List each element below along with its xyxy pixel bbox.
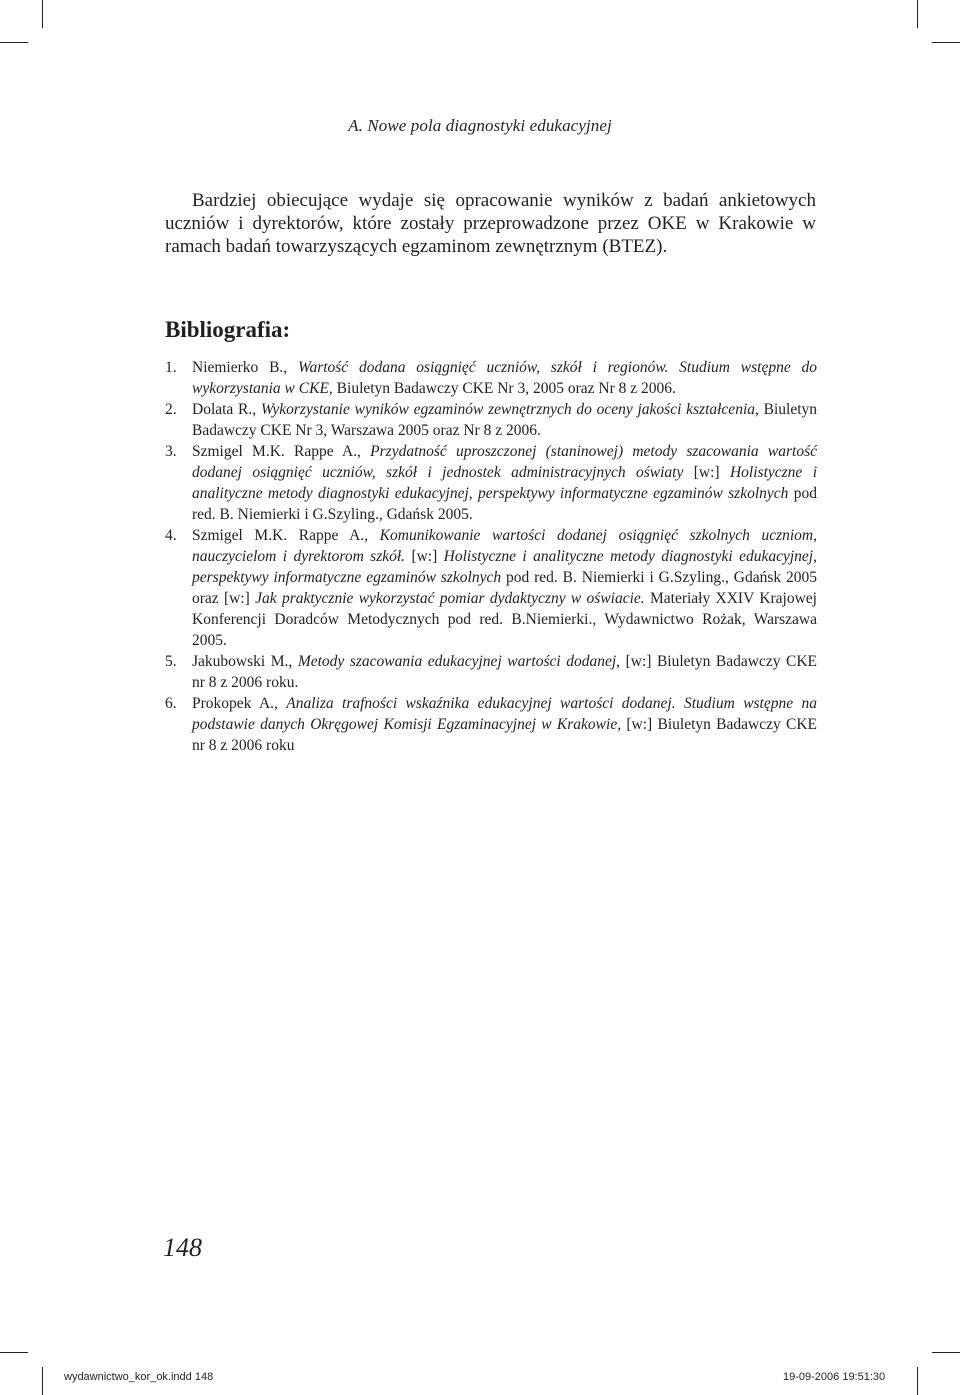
- item-number: 6.: [165, 695, 177, 712]
- crop-mark: [42, 0, 43, 28]
- bibliography-list: [165, 357, 817, 756]
- bibliography-item: [165, 525, 817, 651]
- bibliography-item: [165, 441, 817, 525]
- item-title: Przydatność uproszczonej (staninowej) metody szacowania wartość dodanej osiągnięć uczniów, szkół i jednostek administracyjnych oświaty: [192, 443, 817, 481]
- item-title: Holistyczne i analityczne metody diagnostyki edukacyjnej, perspektywy informatyczne egzaminów szkolnych: [192, 464, 818, 502]
- item-title: Wykorzystanie wyników egzaminów zewnętrznych do oceny jakości kształcenia,: [260, 401, 759, 418]
- item-text: pod red. B. Niemierki i G.Szyling., Gdańsk 2005.: [192, 485, 817, 523]
- item-text: Dolata R.,: [192, 401, 261, 418]
- item-title: Holistyczne i analityczne metody diagnostyki edukacyjnej, perspektywy informatyczne egzaminów szkolnych: [192, 548, 817, 586]
- item-text: Materiały XXIV Krajowej Konferencji Doradców Metodycznych pod red. B.Niemierki., Wydawnictwo Rożak, Warszawa 2005.: [192, 590, 817, 649]
- item-text: pod red. B. Niemierki i G.Szyling., Gdańsk 2005 oraz [w:]: [192, 569, 817, 607]
- item-title: Metody szacowania edukacyjnej wartości dodanej,: [297, 653, 621, 670]
- item-text: Szmigel M.K. Rappe A.,: [192, 443, 371, 460]
- item-title: Jak praktycznie wykorzystać pomiar dydaktyczny w oświacie.: [255, 590, 645, 607]
- crop-mark: [0, 1352, 28, 1353]
- item-text: Jakubowski M.,: [192, 653, 298, 670]
- item-number: 4.: [165, 527, 177, 544]
- item-title: Analiza trafności wskaźnika edukacyjnej wartości dodanej. Studium wstępne na podstawie danych Okręgowej Komisji Egzaminacyjnej w Krakowie,: [192, 695, 818, 733]
- bibliography-heading: Bibliografia:: [165, 317, 291, 342]
- item-text: Niemierko B.,: [192, 359, 298, 376]
- item-text: [w:] Biuletyn Badawczy CKE nr 8 z 2006 roku.: [192, 653, 817, 691]
- crop-mark: [0, 42, 28, 43]
- item-text: [w:] Biuletyn Badawczy CKE nr 8 z 2006 roku: [192, 716, 818, 754]
- intro-paragraph: Bardziej obiecujące wydaje się opracowanie wyników z badań ankietowych uczniów i dyrektorów, które zostały przeprowadzone przez OKE w Krakowie w ramach badań towarzyszących egzaminom zewnętrznym (BTEZ).: [165, 190, 816, 257]
- item-title: Komunikowanie wartości dodanej osiągnięć szkolnych uczniom, nauczycielom i dyrektorom szkół.: [192, 527, 817, 565]
- item-text: , Biuletyn Badawczy CKE Nr 3, 2005 oraz Nr 8 z 2006.: [328, 380, 676, 397]
- bibliography-item: [165, 693, 817, 756]
- bibliography-item: [165, 399, 817, 441]
- crop-mark: [917, 0, 918, 28]
- item-number: 5.: [165, 653, 177, 670]
- crop-mark: [932, 1352, 960, 1353]
- bibliography-item: [165, 357, 817, 399]
- slug-filename: wydawnictwo_kor_ok.indd 148: [64, 1371, 214, 1383]
- crop-mark: [932, 42, 960, 43]
- item-number: 3.: [165, 443, 177, 460]
- item-text: [w:]: [683, 464, 730, 481]
- item-text: Prokopek A.,: [192, 695, 287, 712]
- item-text: [w:]: [405, 548, 444, 565]
- bibliography-item: [165, 651, 817, 693]
- item-text: Szmigel M.K. Rappe A.,: [192, 527, 380, 544]
- crop-mark: [42, 1367, 43, 1395]
- item-title: Wartość dodana osiągnięć uczniów, szkół i regionów. Studium wstępne do wykorzystania w CKE: [192, 359, 817, 397]
- item-number: 1.: [165, 359, 177, 376]
- slug-timestamp: 19-09-2006 19:51:30: [783, 1371, 886, 1383]
- page-number: 148: [163, 1233, 202, 1262]
- item-number: 2.: [165, 401, 177, 418]
- item-text: Biuletyn Badawczy CKE Nr 3, Warszawa 2005 oraz Nr 8 z 2006.: [192, 401, 818, 439]
- crop-mark: [917, 1367, 918, 1395]
- running-head: A. Nowe pola diagnostyki edukacyjnej: [348, 116, 612, 135]
